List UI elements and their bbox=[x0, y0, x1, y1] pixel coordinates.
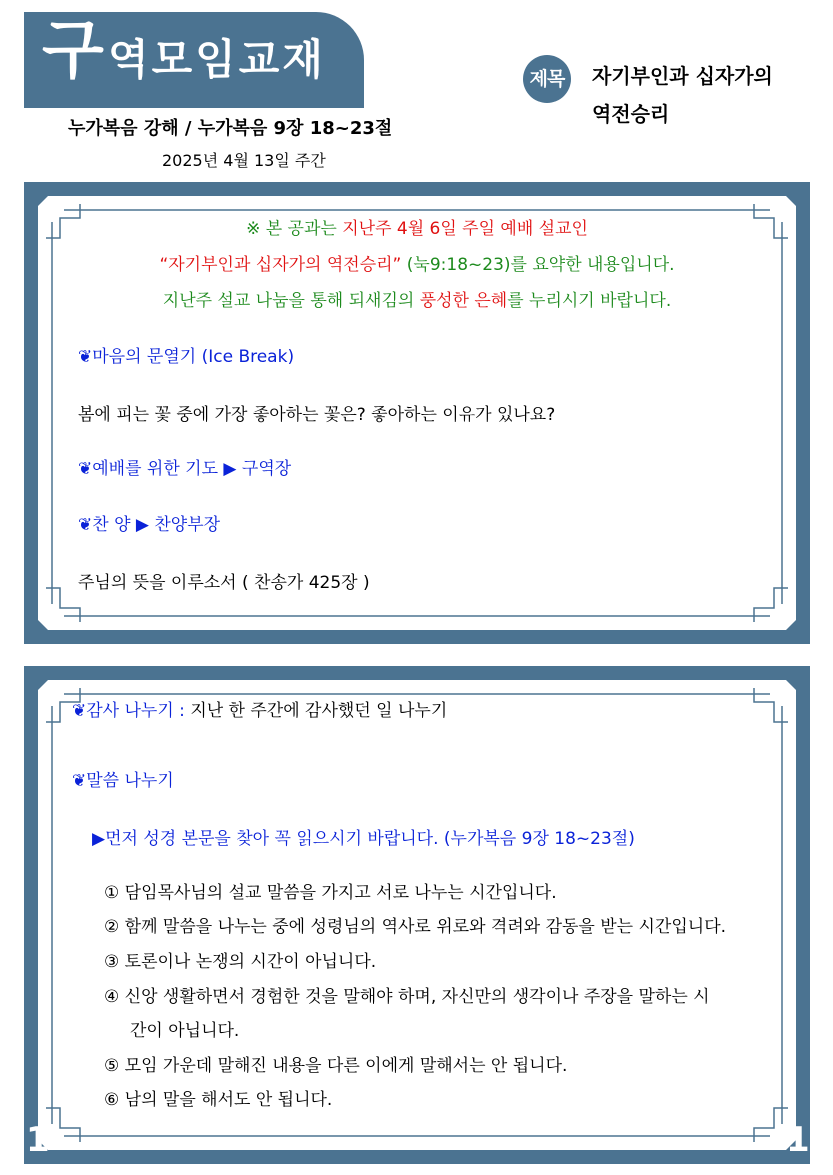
notice-grace: 풍성한 은혜 bbox=[419, 291, 508, 311]
rule-number: ③ bbox=[104, 952, 120, 972]
heart-bullet-icon: ❦ bbox=[78, 515, 93, 535]
rule-text: 토론이나 논쟁의 시간이 아닙니다. bbox=[124, 952, 377, 972]
rule-text: 함께 말씀을 나누는 중에 성령님의 역사로 위로와 격려와 감동을 받는 시간입니다. bbox=[124, 917, 727, 937]
title-first-char: 구 bbox=[42, 14, 104, 88]
sermon-title-line1: 자기부인과 십자가의 bbox=[592, 64, 773, 88]
heart-bullet-icon: ❦ bbox=[72, 701, 87, 721]
ice-break-question: 봄에 피는 꽃 중에 가장 좋아하는 꽃은? 좋아하는 이유가 있나요? bbox=[78, 405, 556, 425]
rule-text: 남의 말을 해서도 안 됩니다. bbox=[124, 1090, 333, 1110]
rule-text: 간이 아닙니다. bbox=[130, 1021, 240, 1041]
sharing-box bbox=[24, 666, 810, 1164]
heart-bullet-icon: ❦ bbox=[78, 347, 93, 367]
rule-item bbox=[104, 1085, 332, 1110]
rule-item bbox=[104, 947, 376, 972]
intro-box bbox=[24, 182, 810, 644]
hymn-line: 주님의 뜻을 이루소서 ( 찬송가 425장 ) bbox=[78, 573, 370, 593]
notice-line3 bbox=[24, 286, 810, 311]
praise-heading bbox=[78, 510, 220, 535]
prayer-heading bbox=[78, 454, 291, 479]
rule-item bbox=[104, 1051, 567, 1076]
thanks-text: 지난 한 주간에 감사했던 일 나누기 bbox=[190, 701, 448, 721]
rule-number: ⑤ bbox=[104, 1056, 120, 1076]
scripture-subtitle: 누가복음 강해 / 누가복음 9장 18~23절 bbox=[68, 118, 393, 139]
rule-text: 담임목사님의 설교 말씀을 가지고 서로 나누는 시간입니다. bbox=[124, 883, 557, 903]
notice-encourage-a: 지난주 설교 나눔을 통해 되새김의 bbox=[162, 291, 415, 311]
prayer-label: 예배를 위한 기도 ▶ 구역장 bbox=[92, 459, 292, 479]
read-instruction-text: 먼저 성경 본문을 찾아 꼭 읽으시기 바랍니다. (누가복음 9장 18~23절) bbox=[105, 829, 635, 849]
rule-number: ② bbox=[104, 917, 120, 937]
word-sharing-label: 말씀 나누기 bbox=[86, 771, 174, 791]
rule-item bbox=[104, 982, 710, 1007]
notice-summary: (눅9:18~23)를 요약한 내용입니다. bbox=[406, 255, 675, 275]
rule-text: 모임 가운데 말해진 내용을 다른 이에게 말해서는 안 됩니다. bbox=[124, 1056, 568, 1076]
notice-prefix: ※ 본 공과는 bbox=[246, 219, 337, 239]
week-date: 2025년 4월 13일 주간 bbox=[162, 151, 326, 170]
heart-bullet-icon: ❦ bbox=[72, 771, 87, 791]
page-number-right: 1 bbox=[786, 1120, 810, 1160]
rule-item bbox=[104, 912, 726, 937]
triangle-bullet-icon: ▶ bbox=[92, 829, 106, 849]
notice-line2 bbox=[24, 250, 810, 275]
rule-text: 신앙 생활하면서 경험한 것을 말해야 하며, 자신만의 생각이나 주장을 말하는 시 bbox=[124, 987, 710, 1007]
ice-break-label: 마음의 문열기 (Ice Break) bbox=[92, 347, 295, 367]
page-number-left: 1 bbox=[26, 1120, 50, 1160]
rule-number: ④ bbox=[104, 987, 120, 1007]
word-sharing-heading bbox=[72, 766, 174, 791]
ice-break-heading bbox=[78, 342, 294, 367]
thanks-line bbox=[72, 696, 447, 721]
rule-item bbox=[104, 878, 557, 903]
title-text: 역모임교재 bbox=[108, 35, 326, 84]
notice-sermon-title: “자기부인과 십자가의 역전승리” bbox=[159, 255, 402, 275]
rule-number: ⑥ bbox=[104, 1090, 120, 1110]
notice-line1 bbox=[24, 214, 810, 239]
jemok-badge: 제목 bbox=[523, 55, 571, 103]
sermon-title-line2: 역전승리 bbox=[592, 102, 670, 126]
praise-label: 찬 양 ▶ 찬양부장 bbox=[92, 515, 221, 535]
read-instruction bbox=[92, 824, 635, 849]
heart-bullet-icon: ❦ bbox=[78, 459, 93, 479]
rule-item-continued bbox=[130, 1016, 239, 1041]
notice-sermon-date: 지난주 4월 6일 주일 예배 설교인 bbox=[342, 219, 588, 239]
rule-number: ① bbox=[104, 883, 120, 903]
thanks-heading: 감사 나누기 : bbox=[86, 701, 185, 721]
notice-encourage-b: 를 누리시기 바랍니다. bbox=[507, 291, 672, 311]
